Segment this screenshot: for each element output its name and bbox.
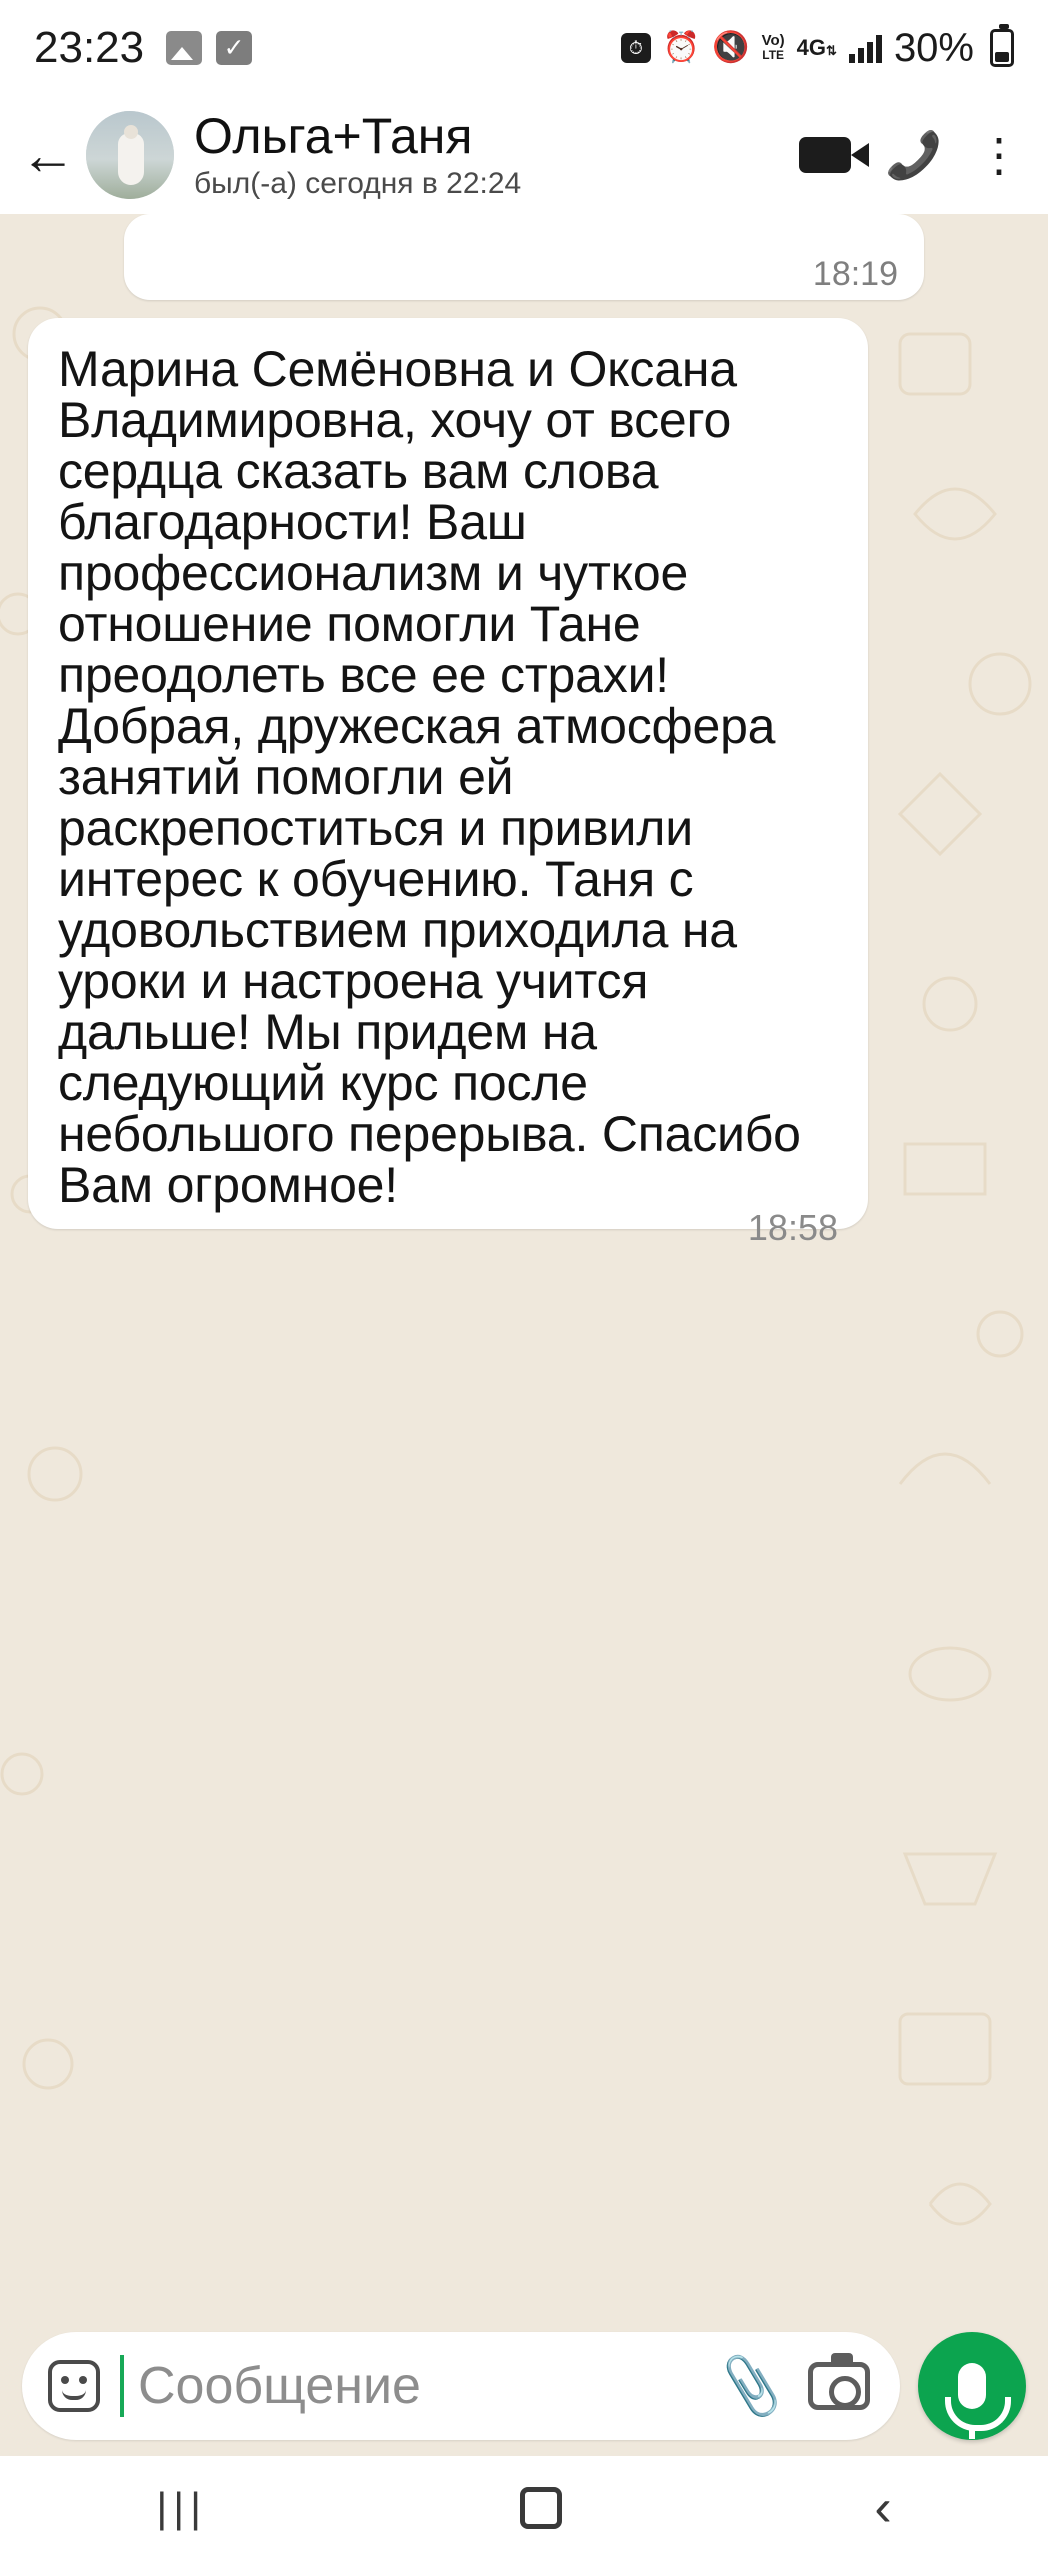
battery-icon	[990, 29, 1014, 67]
last-seen-status: был(-а) сегодня в 22:24	[194, 167, 522, 200]
message-timestamp: 18:58	[747, 1207, 838, 1248]
sticker-icon[interactable]	[48, 2360, 100, 2412]
microphone-button[interactable]	[918, 2332, 1026, 2440]
system-navigation-bar	[0, 2456, 1048, 2560]
back-button[interactable]: ←	[20, 123, 76, 186]
network-type-icon: 4G⇅	[796, 35, 837, 60]
previous-message-bubble[interactable]	[124, 214, 924, 300]
volte-icon: Vo) LTE	[761, 32, 785, 62]
battery-percent: 30%	[893, 25, 974, 70]
gallery-icon	[166, 31, 202, 65]
avatar[interactable]	[86, 111, 174, 199]
video-call-icon[interactable]	[799, 137, 851, 173]
status-bar-notification-icons	[166, 31, 252, 65]
overflow-menu-icon[interactable]: ⋮	[976, 129, 1022, 181]
message-timestamp: 18:19	[812, 255, 898, 293]
voice-call-icon[interactable]: 📞	[884, 129, 942, 181]
message-bubble[interactable]	[28, 318, 868, 1248]
signal-icon	[849, 33, 882, 63]
microphone-icon	[958, 2363, 986, 2409]
status-bar	[0, 0, 1048, 96]
mute-icon: 🔇	[712, 31, 750, 64]
alarm-clock-icon: ⏰	[662, 31, 701, 64]
chat-header-actions	[799, 129, 1022, 181]
chat-header	[0, 96, 1048, 214]
text-caret	[120, 2355, 124, 2417]
message-composer	[0, 2320, 1048, 2456]
message-input[interactable]: Сообщение	[138, 2357, 421, 2415]
chat-title-block[interactable]	[194, 107, 783, 203]
page-title: Ольга+Таня	[194, 108, 473, 164]
message-text: Марина Семёновна и Оксана Владимировна, хочу от всего сердца сказать вам слова благодарности! Ваш профессионализм и чуткое отношение помогли Тане преодолеть все ее страхи! Добрая, дружеская атмосфера занятий помогли ей раскрепоститься и привили интерес к обучению. Таня с удовольствием приходила на уроки и настроена учится дальше! Мы придем на следующий курс после небольшого перерыва. Спасибо Вам огромное!	[58, 341, 801, 1213]
back-nav-button[interactable]: ‹	[874, 2479, 892, 2537]
status-bar-system-icons	[621, 26, 1014, 71]
conversation-list[interactable]	[0, 214, 1048, 2320]
camera-icon[interactable]	[808, 2362, 870, 2410]
recents-button[interactable]: |||	[156, 2484, 208, 2531]
alarm-icon: ⏱	[621, 33, 651, 63]
status-bar-clock: 23:23	[34, 23, 145, 72]
home-square-icon[interactable]	[520, 2487, 562, 2529]
checkbox-icon: ✓	[216, 31, 252, 65]
paperclip-icon[interactable]: 📎	[714, 2352, 789, 2421]
message-input-pill[interactable]	[22, 2332, 900, 2440]
